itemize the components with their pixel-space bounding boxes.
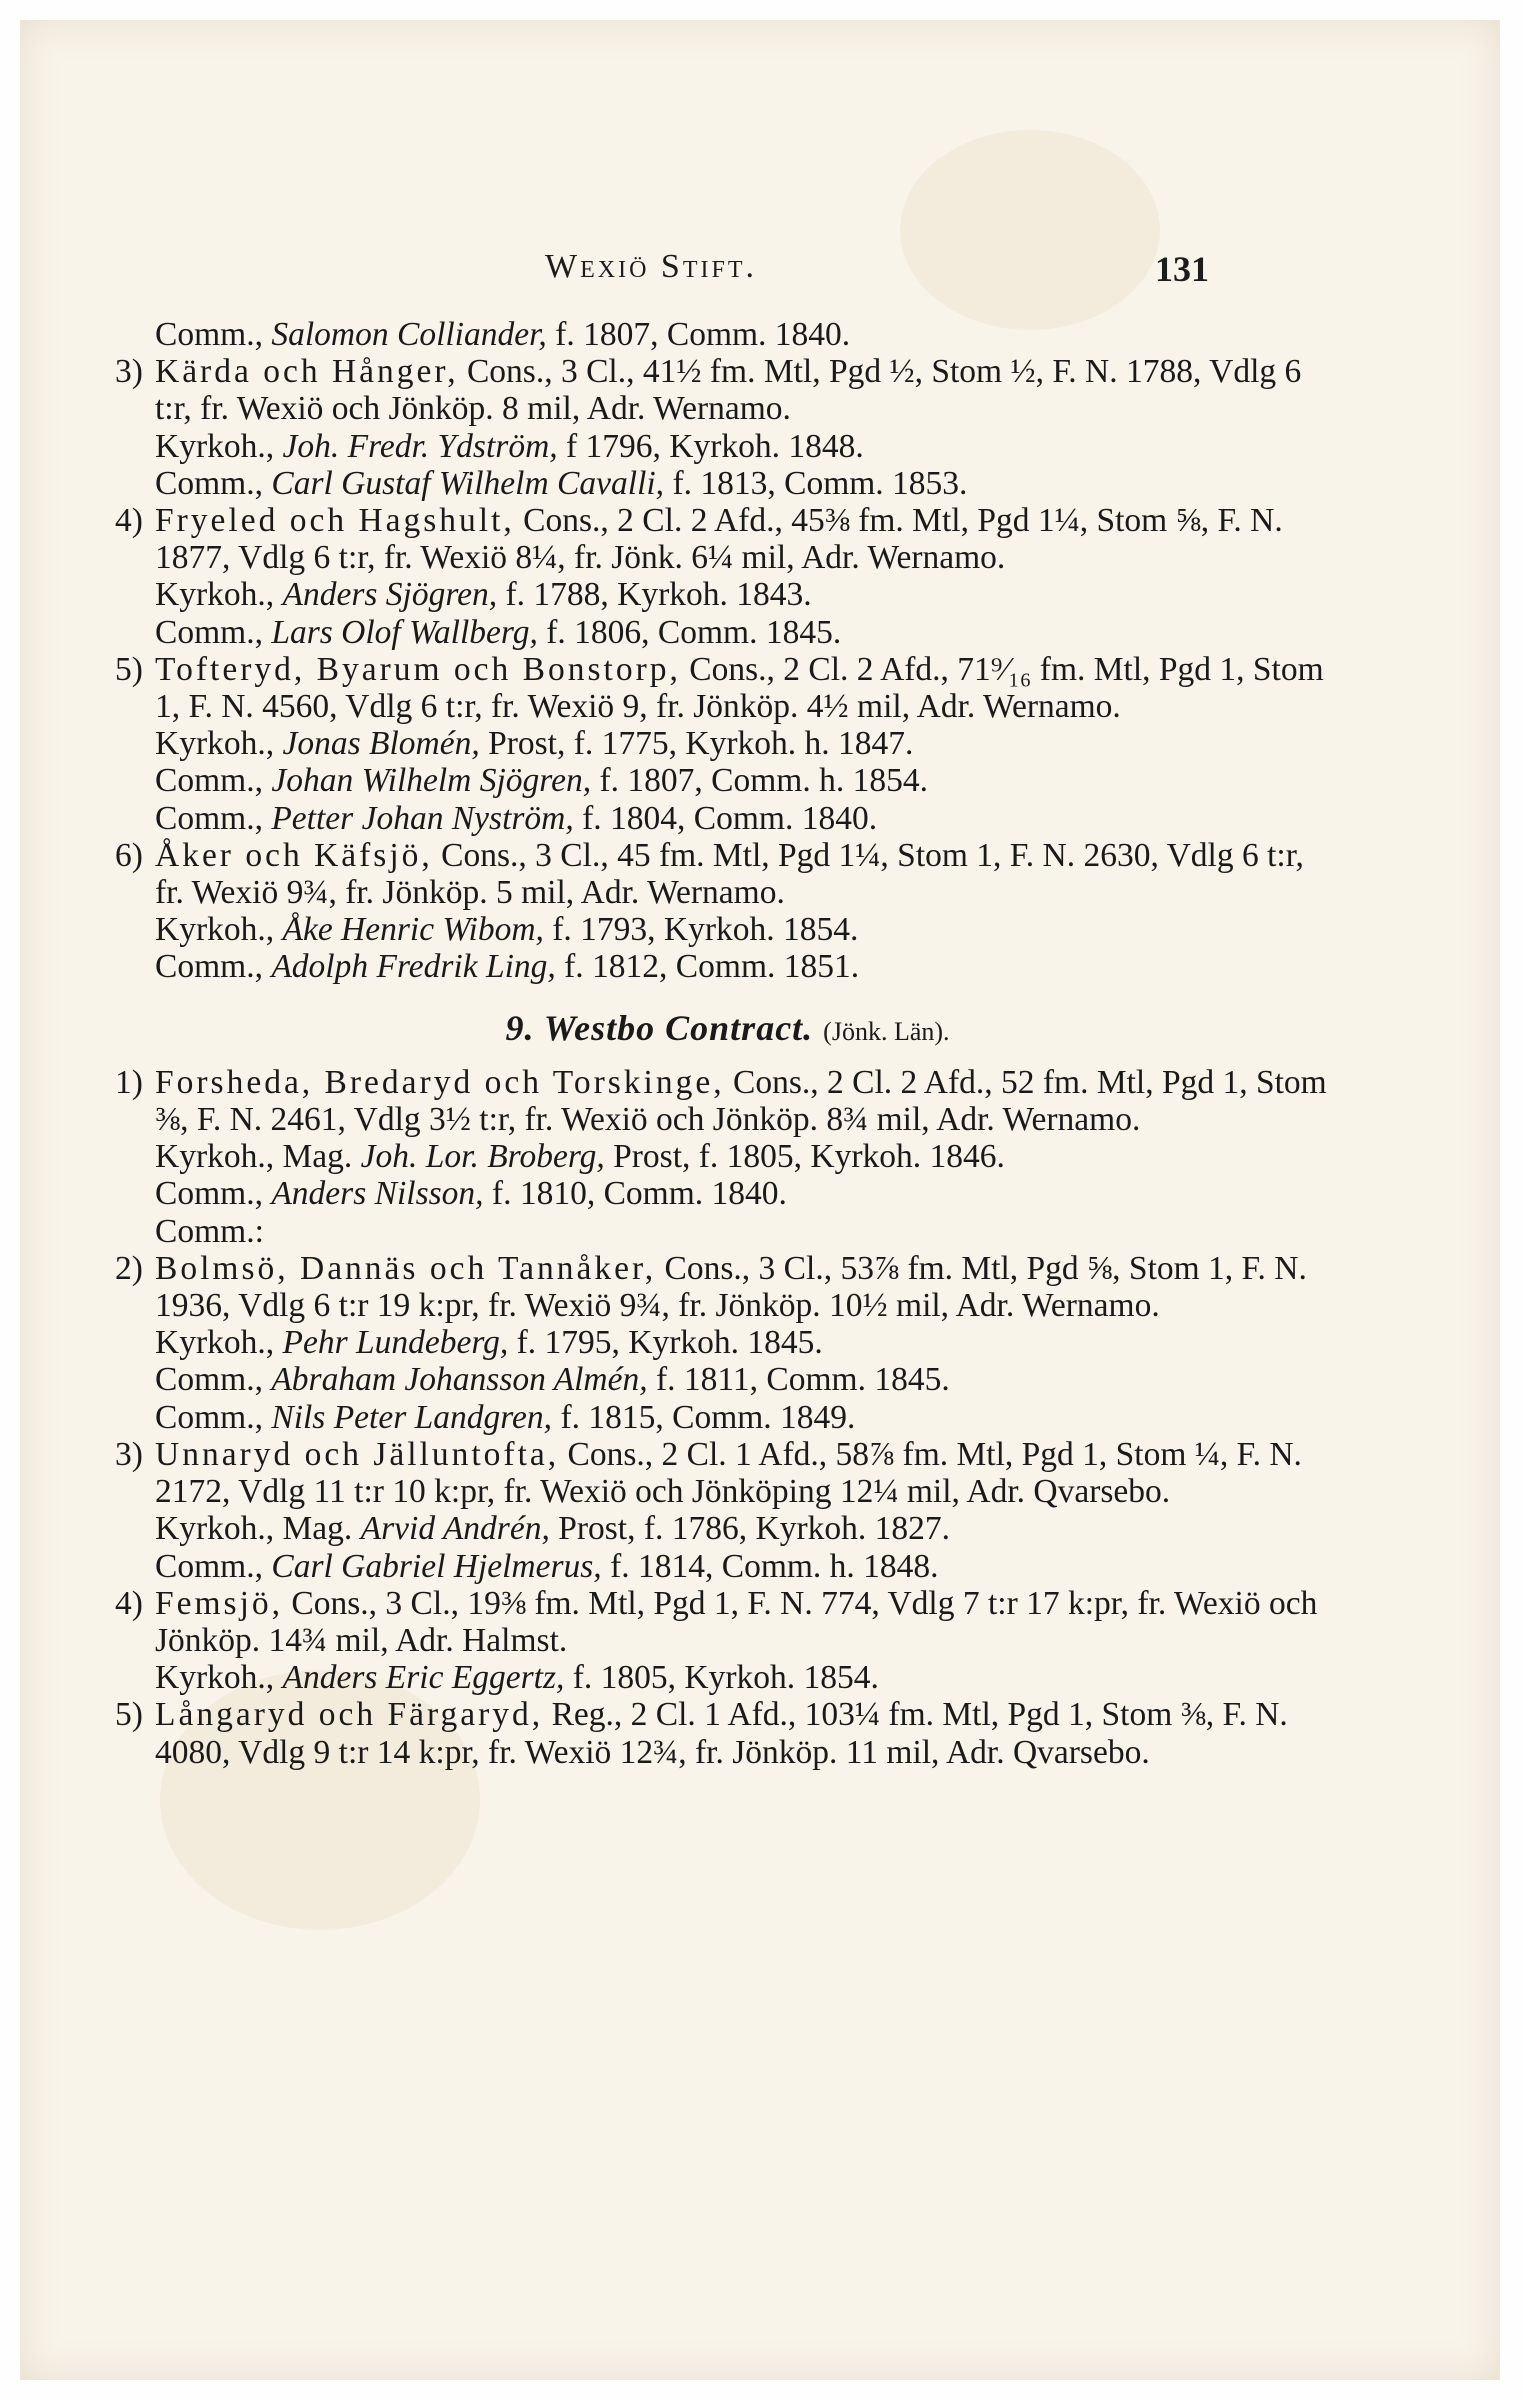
parish-details: Cons., 2 Cl. 2 Afd., 71⁹⁄₁₆ fm. Mtl, Pgd 1, Stom 1, F. N. 4560, Vdlg 6 t:r, fr. Wexiö 9, fr. Jönköp. 4½ mil, Adr. Wernamo. <box>155 650 1324 726</box>
clergy-name: Adolph Fredrik Ling, <box>271 948 556 986</box>
parish-names: Kärda och Hånger, <box>155 353 459 391</box>
parish-details: Cons., 3 Cl., 41½ fm. Mtl, Pgd ½, Stom ½, F. N. 1788, Vdlg 6 t:r, fr. Wexiö och Jönköp. 8 mil, Adr. Wernamo. <box>155 353 1302 428</box>
parish-names: Tofteryd, Byarum och Bonstorp, <box>155 650 681 688</box>
parish-entry <box>115 1064 1340 1138</box>
parish-details: Reg., 2 Cl. 1 Afd., 103¼ fm. Mtl, Pgd 1, Stom ⅜, F. N. 4080, Vdlg 9 t:r 14 k:pr, fr. Wexiö 12¾, fr. Jönköp. 11 mil, Adr. Qvarsebo. <box>155 1696 1288 1771</box>
running-title: Wexiö Stift. <box>545 248 757 285</box>
clergy-details: f. 1812, Comm. 1851. <box>555 948 860 986</box>
clergy-line <box>115 1510 1340 1547</box>
parish-names: Bolmsö, Dannäs och Tannåker, <box>155 1249 657 1287</box>
clergy-name: Pehr Lundeberg, <box>282 1324 509 1362</box>
contract-title: 9. Westbo Contract. <box>505 1007 814 1048</box>
clergy-details: f. 1815, Comm. 1849. <box>552 1398 856 1436</box>
clergy-details: f. 1788, Kyrkoh. 1843. <box>497 576 812 614</box>
parish-list-section-2 <box>115 1064 1340 1771</box>
parish-names: Femsjö, <box>155 1584 284 1622</box>
clergy-details: f. 1795, Kyrkoh. 1845. <box>508 1324 823 1362</box>
clergy-name: Abraham Johansson Almén, <box>271 1361 648 1399</box>
clergy-line <box>115 614 1340 651</box>
clergy-name: Jonas Blomén, <box>282 725 480 763</box>
parish-details: Cons., 3 Cl., 19⅜ fm. Mtl, Pgd 1, F. N. 774, Vdlg 7 t:r 17 k:pr, fr. Wexiö och Jönköp. 14¾ mil, Adr. Halmst. <box>155 1584 1318 1659</box>
parish-list-section-1 <box>115 353 1340 985</box>
clergy-name: Anders Sjögren, <box>282 576 498 614</box>
parish-entry <box>115 1436 1340 1510</box>
clergy-details: Prost, f. 1805, Kyrkoh. 1846. <box>604 1138 1005 1176</box>
parish-entry <box>115 1250 1340 1324</box>
parish-details: Cons., 2 Cl. 1 Afd., 58⅞ fm. Mtl, Pgd 1, Stom ¼, F. N. 2172, Vdlg 11 t:r 10 k:pr, fr. Wexiö och Jönköping 12¼ mil, Adr. Qvarsebo. <box>155 1435 1302 1511</box>
clergy-details: f. 1805, Kyrkoh. 1854. <box>564 1659 879 1697</box>
entry-number: 4) <box>115 1584 143 1622</box>
clergy-name: Anders Nilsson, <box>271 1175 484 1213</box>
parish-names: Åker och Käfsjö, <box>155 836 433 874</box>
page-number: 131 <box>1155 249 1209 289</box>
book-page <box>20 20 1500 2380</box>
parish-names: Fryeled och Hagshult, <box>155 502 515 540</box>
clergy-office: Comm.: <box>155 1212 264 1250</box>
clergy-details: f. 1807, Comm. h. 1854. <box>591 762 928 800</box>
clergy-line <box>115 948 1340 985</box>
clergy-line <box>115 911 1340 948</box>
clergy-office: Comm., <box>155 1398 272 1436</box>
entry-number: 1) <box>115 1063 143 1101</box>
parish-entry <box>115 502 1340 576</box>
clergy-line <box>115 1399 1340 1436</box>
parish-entry <box>115 837 1340 911</box>
entry-number: 6) <box>115 836 143 874</box>
clergy-name: Carl Gabriel Hjelmerus, <box>271 1547 602 1585</box>
parish-names: Forsheda, Bredaryd och Torskinge, <box>155 1063 725 1101</box>
clergy-line <box>115 1361 1340 1398</box>
clergy-line <box>115 1138 1340 1175</box>
parish-entry <box>115 1585 1340 1659</box>
clergy-office: Kyrkoh., <box>155 576 283 614</box>
clergy-office: Kyrkoh., <box>155 427 283 465</box>
clergy-line <box>115 1175 1340 1212</box>
page-header <box>20 248 1500 298</box>
clergy-details: f. 1793, Kyrkoh. 1854. <box>543 911 859 949</box>
parish-details: Cons., 2 Cl. 2 Afd., 45⅜ fm. Mtl, Pgd 1¼, Stom ⅝, F. N. 1877, Vdlg 6 t:r, fr. Wexiö 8¼, fr. Jönk. 6¼ mil, Adr. Wernamo. <box>155 502 1283 577</box>
parish-entry <box>115 353 1340 427</box>
page-body <box>115 316 1340 1771</box>
clergy-office: Kyrkoh., Mag. <box>155 1510 361 1548</box>
clergy-office: Kyrkoh., <box>155 911 283 949</box>
entry-number: 3) <box>115 1435 143 1473</box>
clergy-name: Joh. Lor. Broberg, <box>360 1138 605 1176</box>
clergy-details: f 1796, Kyrkoh. 1848. <box>557 427 864 465</box>
clergy-name: Johan Wilhelm Sjögren, <box>271 762 592 800</box>
clergy-office: Comm., <box>155 464 272 502</box>
clergy-name: Arvid Andrén, <box>360 1510 550 1548</box>
contract-lan: (Jönk. Län). <box>823 1016 950 1046</box>
parish-entry <box>115 651 1340 725</box>
clergy-details: f. 1804, Comm. 1840. <box>573 799 878 837</box>
clergy-line <box>115 762 1340 799</box>
clergy-line <box>115 576 1340 613</box>
clergy-line <box>115 1324 1340 1361</box>
clergy-office: Comm., <box>155 1175 272 1213</box>
clergy-details: f. 1810, Comm. 1840. <box>483 1175 787 1213</box>
parish-entry <box>115 1696 1340 1770</box>
clergy-details: f. 1813, Comm. 1853. <box>664 464 968 502</box>
clergy-name: Lars Olof Wallberg, <box>271 613 538 651</box>
clergy-details: Prost, f. 1786, Kyrkoh. 1827. <box>549 1510 950 1548</box>
clergy-office: Comm., <box>155 1547 272 1585</box>
clergy-line: Comm., Salomon Colliander, f. 1807, Comm. 1840. <box>155 316 851 353</box>
entry-number: 5) <box>115 650 143 688</box>
entry-number: 4) <box>115 502 143 540</box>
parish-names: Långaryd och Färgaryd, <box>155 1696 544 1734</box>
clergy-office: Comm., <box>155 762 272 800</box>
clergy-office: Comm., <box>155 799 272 837</box>
clergy-office: Kyrkoh., <box>155 1659 283 1697</box>
clergy-line <box>115 725 1340 762</box>
entry-number: 5) <box>115 1696 143 1734</box>
entry-number: 3) <box>115 353 143 391</box>
clergy-line <box>115 428 1340 465</box>
parish-details: Cons., 3 Cl., 53⅞ fm. Mtl, Pgd ⅝, Stom 1, F. N. 1936, Vdlg 6 t:r 19 k:pr, fr. Wexiö 9¾, fr. Jönköp. 10½ mil, Adr. Wernamo. <box>155 1249 1307 1325</box>
clergy-office: Kyrkoh., <box>155 1324 283 1362</box>
entry-number: 2) <box>115 1249 143 1287</box>
clergy-details: f. 1806, Comm. 1845. <box>537 613 842 651</box>
clergy-line <box>115 800 1340 837</box>
clergy-line <box>115 1548 1340 1585</box>
clergy-details: f. 1811, Comm. 1845. <box>647 1361 950 1399</box>
contract-heading <box>115 1007 1340 1050</box>
clergy-name: Carl Gustaf Wilhelm Cavalli, <box>271 464 665 502</box>
clergy-details: Prost, f. 1775, Kyrkoh. h. 1847. <box>479 725 914 763</box>
clergy-office: Kyrkoh., <box>155 725 283 763</box>
clergy-line <box>115 1659 1340 1696</box>
paper-stain <box>900 130 1160 330</box>
clergy-line <box>115 465 1340 502</box>
clergy-name: Petter Johan Nyström, <box>271 799 574 837</box>
clergy-office: Comm., <box>155 613 272 651</box>
clergy-office: Comm., <box>155 948 272 986</box>
clergy-name: Nils Peter Landgren, <box>271 1398 553 1436</box>
clergy-office: Comm., <box>155 1361 272 1399</box>
parish-details: Cons., 2 Cl. 2 Afd., 52 fm. Mtl, Pgd 1, Stom ⅜, F. N. 2461, Vdlg 3½ t:r, fr. Wexiö och Jönköp. 8¾ mil, Adr. Wernamo. <box>155 1063 1327 1139</box>
clergy-name: Åke Henric Wibom, <box>282 911 544 949</box>
clergy-office: Kyrkoh., Mag. <box>155 1138 361 1176</box>
clergy-name: Joh. Fredr. Ydström, <box>282 427 558 465</box>
clergy-details: f. 1814, Comm. h. 1848. <box>601 1547 939 1585</box>
parish-details: Cons., 3 Cl., 45 fm. Mtl, Pgd 1¼, Stom 1, F. N. 2630, Vdlg 6 t:r, fr. Wexiö 9¾, fr. Jönköp. 5 mil, Adr. Wernamo. <box>155 836 1304 912</box>
clergy-line <box>115 1213 1340 1250</box>
clergy-name: Anders Eric Eggertz, <box>282 1659 565 1697</box>
parish-names: Unnaryd och Jälluntofta, <box>155 1435 560 1473</box>
